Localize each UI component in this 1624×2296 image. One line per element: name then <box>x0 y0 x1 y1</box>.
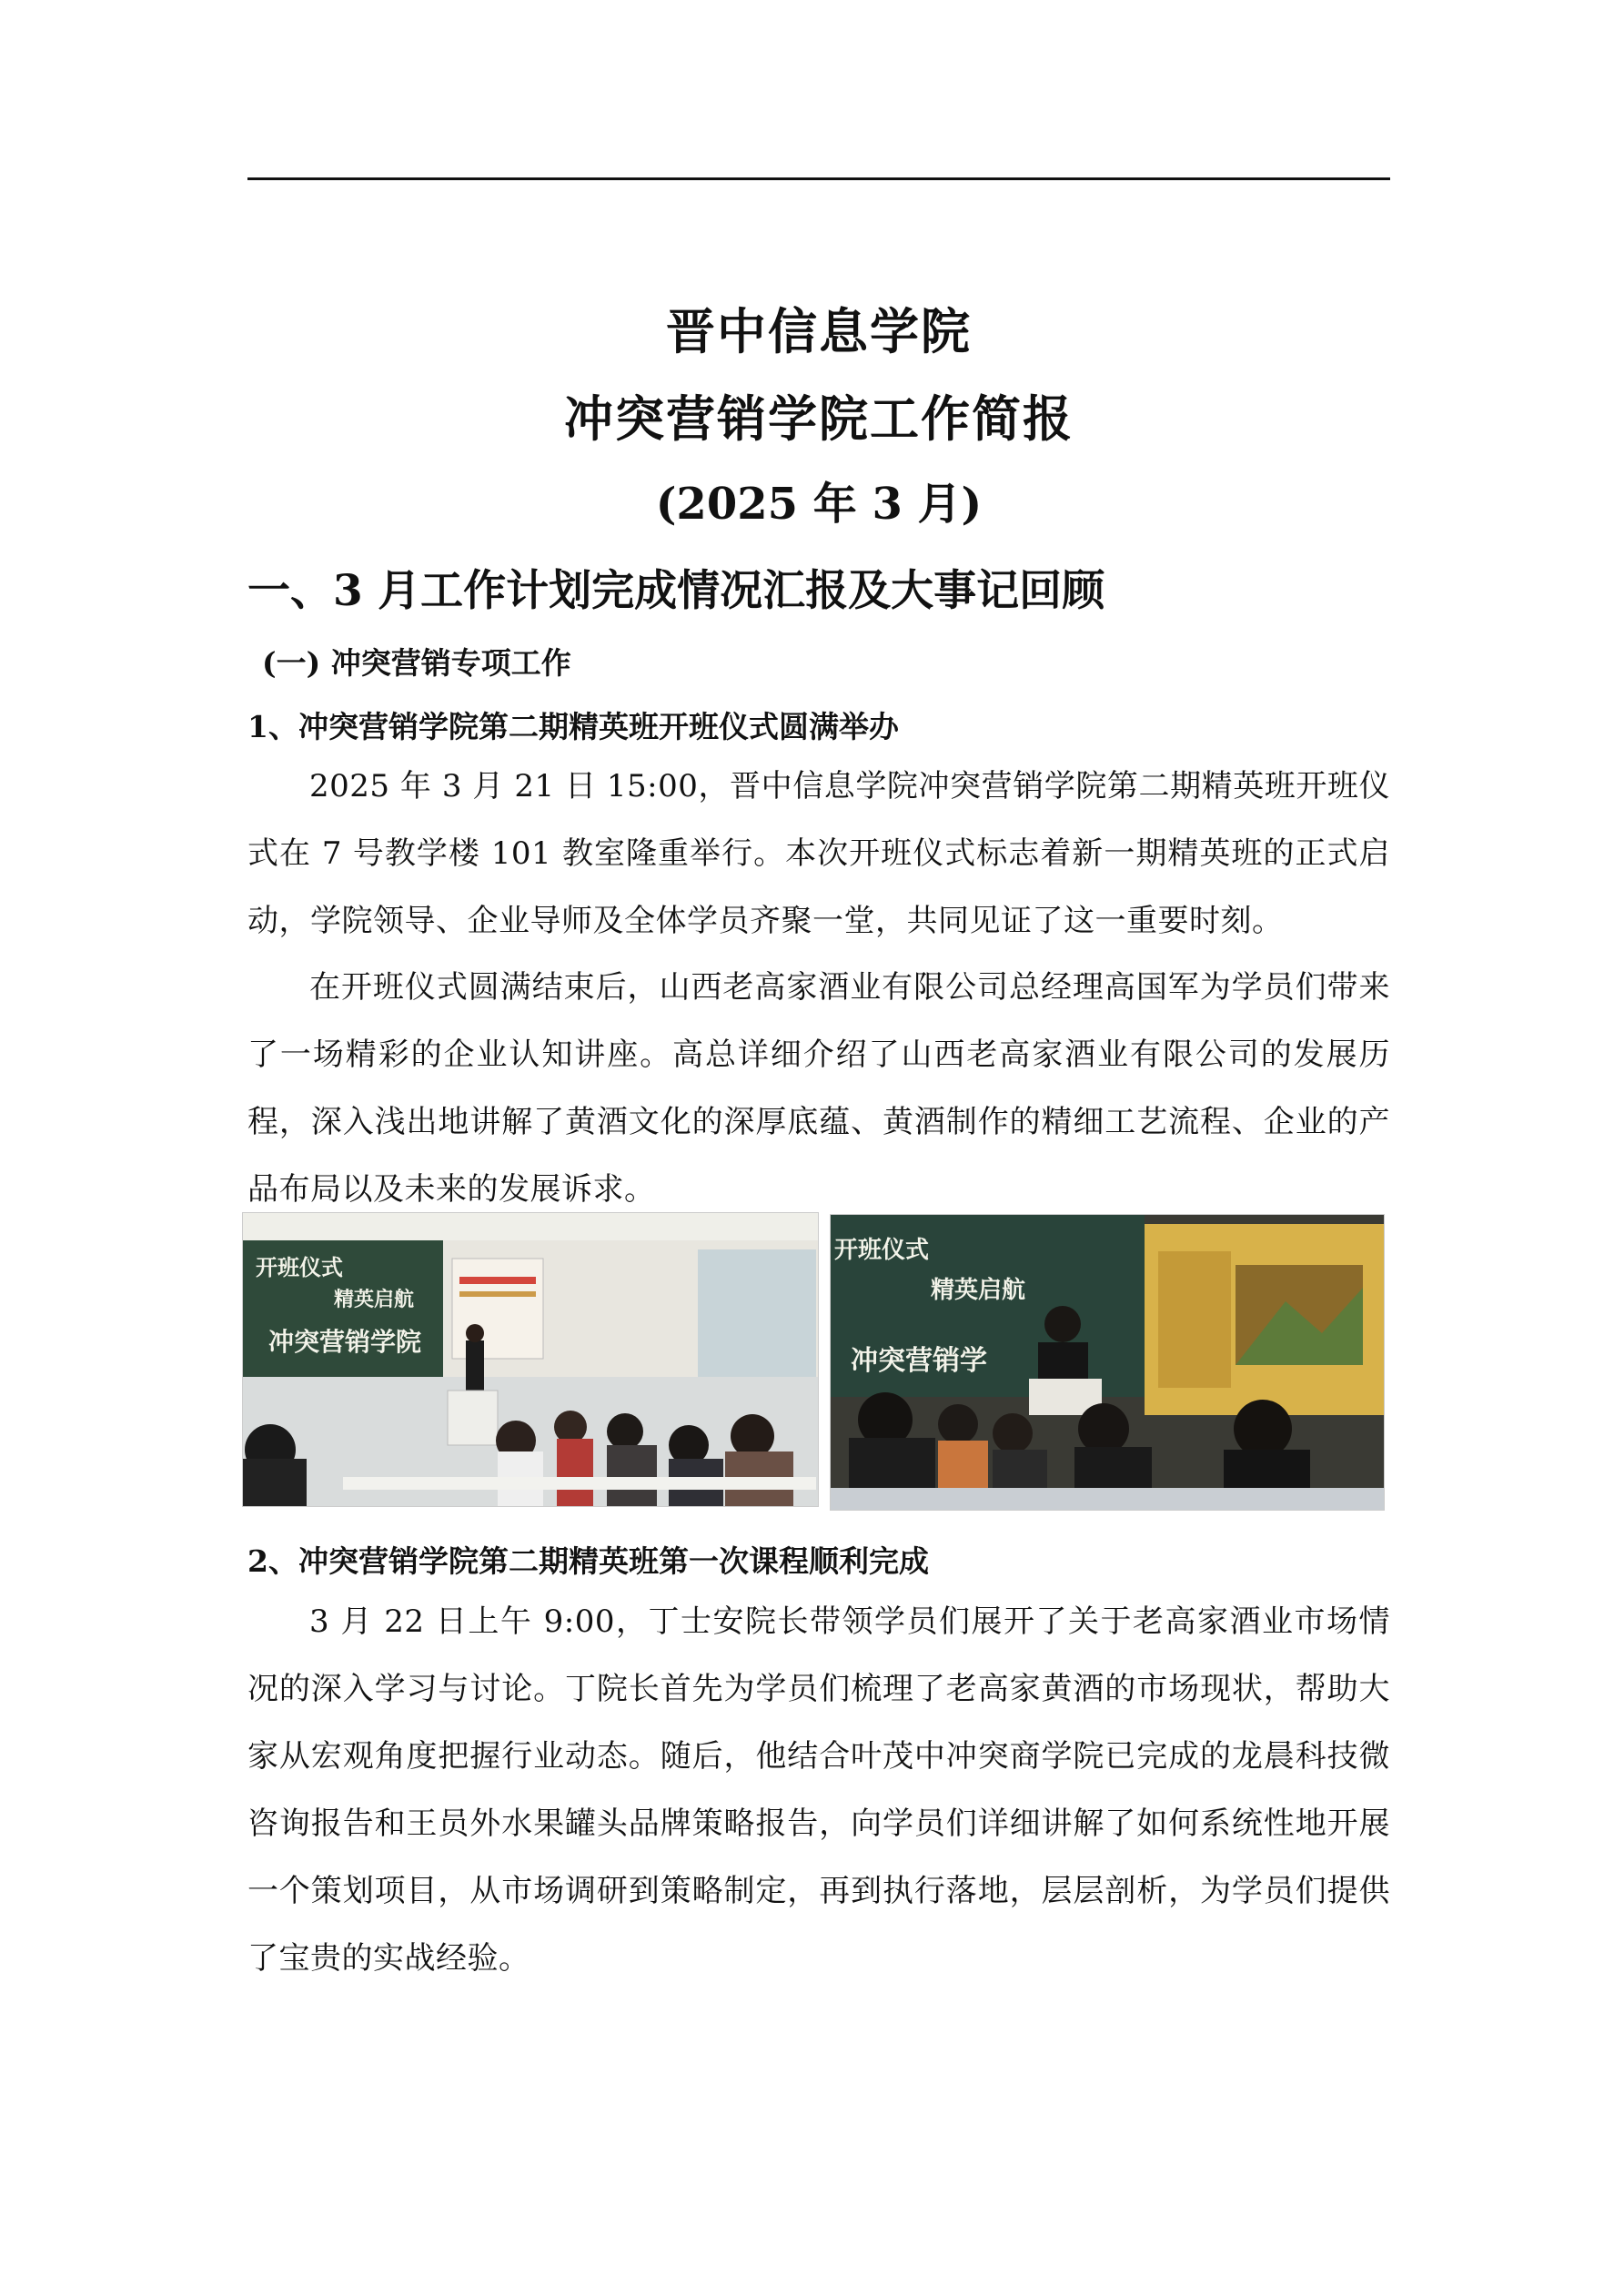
paragraph-2: 在开班仪式圆满结束后，山西老高家酒业有限公司总经理高国军为学员们带来了一场精彩的企业认知讲座。高总详细介绍了山西老高家酒业有限公司的发展历程，深入浅出地讲解了黄酒文化的深厚底蕴、黄酒制作的精细工艺流程、企业的产品布局以及未来的发展诉求。 <box>247 969 1390 1208</box>
board-text-line2: 精英启航 <box>931 1277 1026 1304</box>
board-text-line1: 开班仪式 <box>256 1255 343 1280</box>
section-heading: 一、3 月工作计划完成情况汇报及大事记回顾 <box>247 566 1105 616</box>
school-title: 晋中信息学院 <box>666 302 972 360</box>
paragraph-3: 3 月 22 日上午 9:00，丁士安院长带领学员们展开了关于老高家酒业市场情况的深入学习与讨论。丁院长首先为学员们梳理了老高家黄酒的市场现状，帮助大家从宏观角度把握行业动态。随后，他结合叶茂中冲突商学院已完成的龙晨科技微咨询报告和王员外水果罐头品牌策略报告，向学员们详细讲解了如何系统性地开展一个策划项目，从市场调研到策略制定，再到执行落地，层层剖析，为学员们提供了宝贵的实战经验。 <box>247 1603 1390 1977</box>
photo-opening-ceremony <box>242 1212 819 1507</box>
board-text-line2: 精英启航 <box>334 1289 415 1311</box>
board-text-line3: 冲突营销学院 <box>268 1327 422 1357</box>
report-date: (2025 年 3 月) <box>655 479 983 530</box>
board-text-line3: 冲突营销学 <box>851 1345 987 1377</box>
item-heading-1: 1、冲突营销学院第二期精英班开班仪式圆满举办 <box>247 709 899 744</box>
subsection-heading: (一) 冲突营销专项工作 <box>262 645 571 681</box>
board-text-line1: 开班仪式 <box>834 1237 930 1264</box>
item-heading-2: 2、冲突营销学院第二期精英班第一次课程顺利完成 <box>247 1543 929 1579</box>
photo-enterprise-lecture <box>830 1214 1385 1511</box>
report-title: 冲突营销学院工作简报 <box>564 389 1074 448</box>
paragraph-1: 2025 年 3 月 21 日 15:00，晋中信息学院冲突营销学院第二期精英班开班仪式在 7 号教学楼 101 教室隆重举行。本次开班仪式标志着新一期精英班的正式启动，学院领导、企业导师及全体学员齐聚一堂，共同见证了这一重要时刻。 <box>247 768 1390 939</box>
top-rule <box>247 177 1390 180</box>
